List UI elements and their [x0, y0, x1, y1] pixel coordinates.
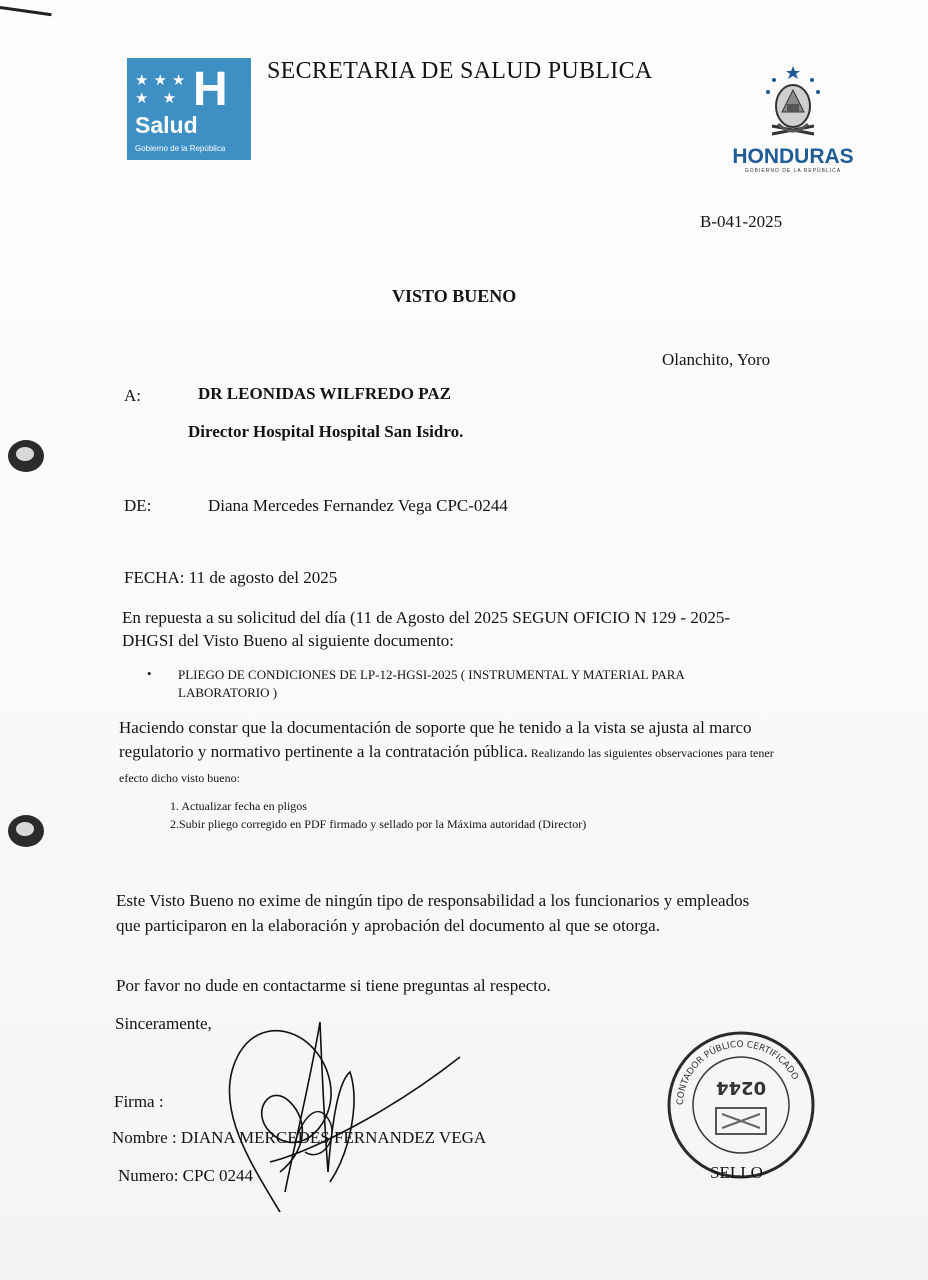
- sender-name: Diana Mercedes Fernandez Vega CPC-0244: [208, 496, 508, 515]
- official-stamp: [664, 1030, 818, 1180]
- sello-label: SELLO: [710, 1163, 763, 1182]
- header-title: SECRETARIA DE SALUD PUBLICA: [267, 58, 653, 84]
- to-label: A:: [124, 386, 141, 405]
- body-main-text: Haciendo constar que la documentación de soporte que he tenido a la vista se ajusta al marco regulatorio y normativo pertinente a la contratación pública.: [119, 718, 752, 761]
- from-label: DE:: [124, 496, 152, 515]
- scan-mark: [0, 6, 52, 16]
- binder-hole: [8, 815, 44, 847]
- bullet-icon: •: [147, 666, 152, 681]
- disclaimer-paragraph: Este Visto Bueno no exime de ningún tipo de responsabilidad a los funcionarios y empleados que participaron en la elaboración y aprobación del documento al que se otorga.: [116, 891, 750, 935]
- intro-paragraph: En repuesta a su solicitud del día (11 de Agosto del 2025 SEGUN OFICIO N 129 - 2025-DHGSI del Visto Bueno al siguiente documento:: [122, 608, 730, 650]
- numero-line: Numero: CPC 0244: [118, 1166, 254, 1185]
- observations-list: [170, 797, 586, 833]
- date-line: FECHA: 11 de agosto del 2025: [124, 568, 338, 587]
- honduras-logo: [722, 64, 864, 174]
- binder-hole: [8, 440, 44, 472]
- bullet-item: PLIEGO DE CONDICIONES DE LP-12-HGSI-2025 ( INSTRUMENTAL Y MATERIAL PARA LABORATORIO ): [178, 667, 685, 700]
- salud-logo-subtitle: Gobierno de la República: [135, 144, 226, 153]
- observation-item: 2.Subir pliego corregido en PDF firmado y sellado por la Máxima autoridad (Director): [170, 817, 587, 831]
- honduras-logo-subtitle: GOBIERNO DE LA REPÚBLICA: [744, 168, 842, 174]
- honduras-logo-name: HONDURAS: [732, 145, 854, 168]
- body-small-text: Realizando las siguientes observaciones para tener efecto dicho visto bueno:: [119, 746, 774, 785]
- stamp-ring-text: CONTADOR PÚBLICO CERTIFICADO: [675, 1039, 800, 1106]
- coat-of-arms-icon: [760, 64, 826, 144]
- firma-label: Firma :: [114, 1092, 164, 1111]
- observation-item: 1. Actualizar fecha en pligos: [170, 799, 307, 813]
- recipient-name: DR LEONIDAS WILFREDO PAZ: [198, 384, 451, 403]
- handwritten-signature: [210, 1012, 470, 1222]
- stamp-number: 0244: [715, 1077, 767, 1098]
- body-paragraph: [119, 716, 779, 790]
- stars-icon: ★★★ ★ ★: [135, 72, 191, 107]
- place: Olanchito, Yoro: [662, 350, 771, 369]
- recipient-title: Director Hospital Hospital San Isidro.: [188, 422, 464, 441]
- document-reference: B-041-2025: [700, 212, 783, 231]
- closing: Sinceramente,: [115, 1014, 212, 1033]
- nombre-line: Nombre : DIANA MERCEDES FERNANDEZ VEGA: [112, 1128, 487, 1147]
- contact-line: Por favor no dude en contactarme si tiene preguntas al respecto.: [116, 976, 551, 995]
- document-title: VISTO BUENO: [392, 286, 517, 306]
- salud-logo-name: Salud: [135, 112, 198, 138]
- h-icon: H: [193, 63, 228, 116]
- salud-logo: [127, 58, 251, 160]
